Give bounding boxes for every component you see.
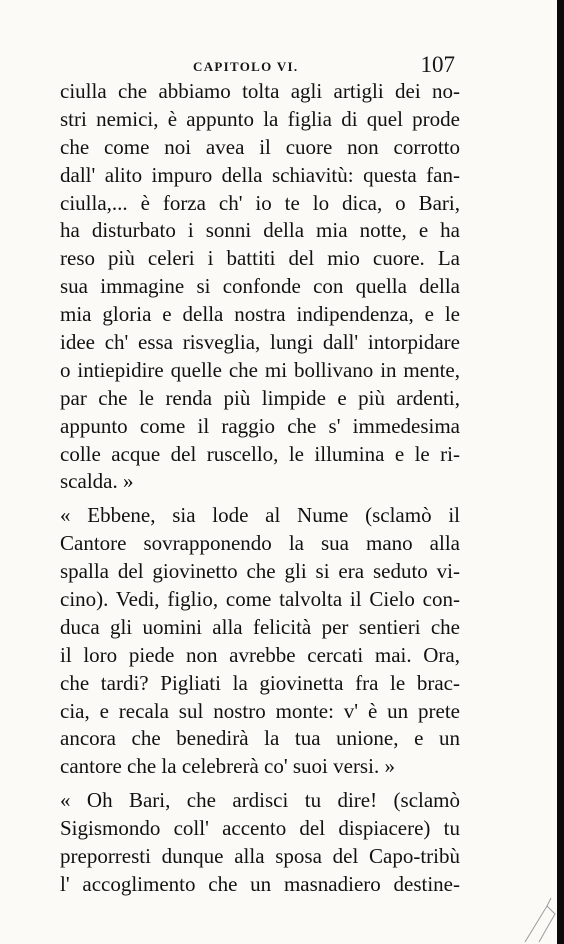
text-line: il loro piede non avrebbe cercati mai. Ora, (60, 642, 460, 667)
text-line: che come noi avea il cuore non corrotto (60, 134, 460, 159)
text-line: Sigismondo coll' accento del dispiacere) tu (60, 816, 460, 841)
chapter-title: CAPITOLO VI. (193, 59, 299, 74)
text-line: che tardi? Pigliati la giovinetta fra le brac- (60, 670, 460, 695)
folded-corner-mark (517, 884, 557, 944)
text-line: reso più celeri i battiti del mio cuore. La (60, 246, 460, 271)
text-line: cia, e recala sul nostro monte: v' è un prete (60, 698, 460, 723)
text-line: scalda. » (60, 469, 134, 494)
text-line: « Ebbene, sia lode al Nume (sclamò il (60, 503, 460, 528)
text-line: cino). Vedi, figlio, come talvolta il Cielo con- (60, 587, 460, 612)
text-line: colle acque del ruscello, le illumina e le ri- (60, 441, 460, 466)
text-line: ancora che benedirà la tua unione, e un (60, 726, 460, 751)
text-line: ciulla,... è forza ch' io te lo dica, o Bari, (60, 190, 460, 215)
text-line: « Oh Bari, che ardisci tu dire! (sclamò (60, 788, 460, 813)
text-line: ha disturbato i sonni della mia notte, e ha (60, 218, 460, 243)
text-line: appunto come il raggio che s' immedesima (60, 413, 460, 438)
text-line: par che le renda più limpide e più ardenti, (60, 385, 460, 410)
text-line: idee ch' essa risveglia, lungi dall' intorpidare (60, 330, 460, 355)
page-number: 107 (420, 52, 455, 77)
text-line: o intiepidire quelle che mi bollivano in mente, (60, 357, 460, 382)
text-line: duca gli uomini alla felicità per sentieri che (60, 614, 460, 639)
running-head (60, 52, 460, 78)
text-line: ciulla che abbiamo tolta agli artigli dei no- (60, 79, 460, 103)
body-text (60, 78, 460, 899)
scan-edge (557, 0, 564, 944)
text-line: stri nemici, è appunto la figlia di quel prode (60, 106, 460, 131)
text-line: mia gloria e della nostra indipendenza, e le (60, 302, 460, 327)
text-line: preporresti dunque alla sposa del Capo-tribù (60, 844, 460, 869)
text-line: sua immagine si confonde con quella della (60, 274, 460, 299)
text-line: cantore che la celebrerà co' suoi versi. » (60, 754, 395, 779)
text-line: dall' alito impuro della schiavitù: questa fan- (60, 162, 460, 187)
text-line: Cantore sovrapponendo la sua mano alla (60, 531, 460, 556)
text-line: l' accoglimento che un masnadiero destine- (60, 871, 460, 896)
text-line: spalla del giovinetto che gli si era seduto vi- (60, 559, 460, 584)
